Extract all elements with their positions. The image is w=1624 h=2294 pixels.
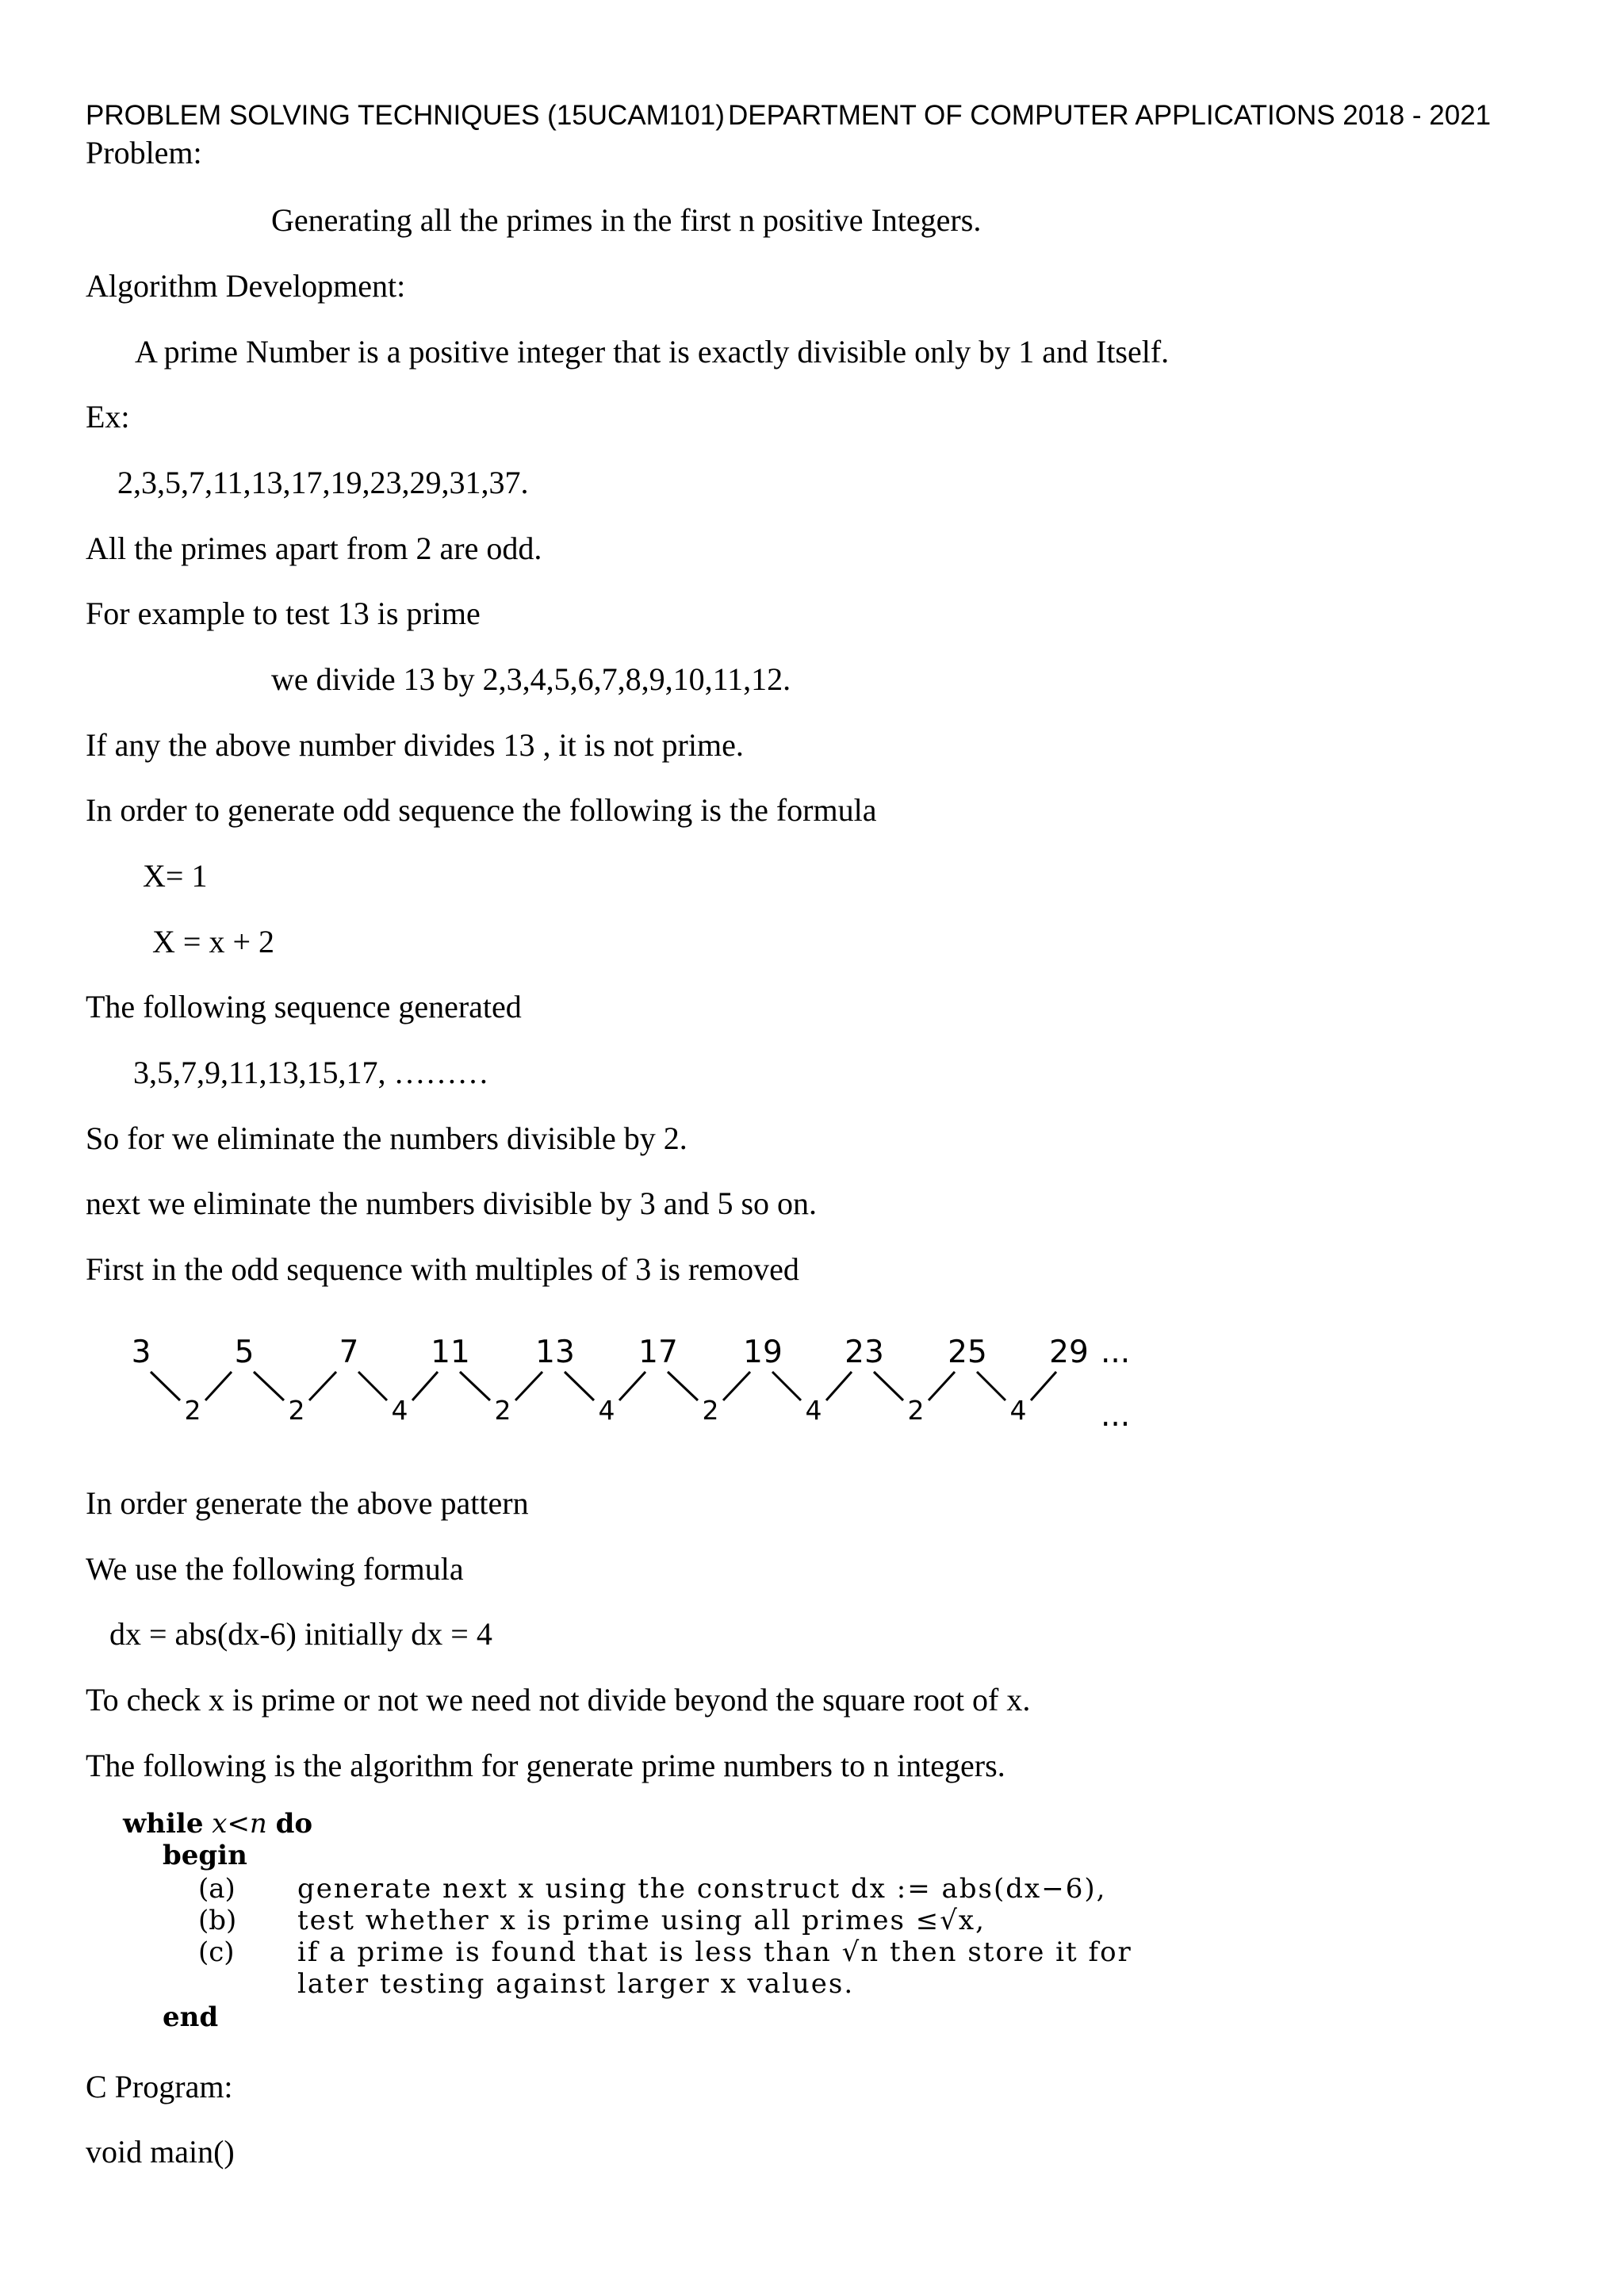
algo-dev-label: Algorithm Development: [86, 268, 406, 304]
step-a-text: generate next x using the construct dx := abs(dx−6), [297, 1873, 1107, 1905]
pattern-trail-top: ... [1101, 1335, 1131, 1370]
pattern-connector [619, 1372, 645, 1400]
header-course: PROBLEM SOLVING TECHNIQUES (15UCAM101) [86, 100, 725, 131]
pattern-difference: 4 [1009, 1395, 1027, 1426]
pattern-difference: 4 [391, 1395, 408, 1426]
pattern-connector [772, 1372, 801, 1400]
pattern-number: 25 [948, 1335, 987, 1370]
pattern-connector [412, 1372, 438, 1400]
pattern-connector [460, 1372, 490, 1400]
pattern-difference: 2 [288, 1395, 305, 1426]
pattern-intro: In order generate the above pattern [86, 1485, 529, 1521]
sequence-intro: The following sequence generated [86, 989, 522, 1024]
pattern-number: 3 [131, 1335, 151, 1370]
pattern-number: 5 [234, 1335, 255, 1370]
ex-values: 2,3,5,7,11,13,17,19,23,29,31,37. [117, 465, 529, 500]
problem-text: Generating all the primes in the first n positive Integers. [271, 202, 982, 238]
odd-sequence: 3,5,7,9,11,13,15,17, ……… [133, 1055, 489, 1090]
odd-formula-intro: In order to generate odd sequence the following is the formula [86, 792, 877, 828]
pattern-number: 17 [638, 1335, 678, 1370]
prime-definition: A prime Number is a positive integer that is exactly divisible only by 1 and Itself. [135, 334, 1170, 370]
pattern-number: 19 [743, 1335, 783, 1370]
pattern-number: 11 [431, 1335, 470, 1370]
pattern-connector [515, 1372, 542, 1400]
pattern-connector [874, 1372, 903, 1400]
multiples-of-3: First in the odd sequence with multiples of 3 is removed [86, 1251, 799, 1287]
pattern-connector [358, 1372, 387, 1400]
pattern-number: 23 [845, 1335, 884, 1370]
formula-intro: We use the following formula [86, 1551, 464, 1587]
step-b-text: test whether x is prime using all primes ≤√x, [297, 1905, 986, 1936]
step-c-text: if a prime is found that is less than √n then store it for [297, 1936, 1132, 1968]
pattern-connector [309, 1372, 336, 1400]
test-result: If any the above number divides 13 , it is not prime. [86, 727, 744, 763]
pattern-connector [1031, 1372, 1056, 1400]
formula-x-init: X= 1 [143, 858, 208, 894]
pattern-difference: 2 [702, 1395, 719, 1426]
step-b-label: (b) [198, 1905, 237, 1936]
pattern-connector [723, 1372, 750, 1400]
pattern-difference: 2 [494, 1395, 511, 1426]
step-c-label: (c) [198, 1936, 235, 1968]
algorithm-intro: The following is the algorithm for generate prime numbers to n integers. [86, 1748, 1005, 1783]
c-program-label: C Program: [86, 2069, 233, 2104]
pattern-connector [151, 1372, 180, 1400]
pattern-number: 7 [339, 1335, 359, 1370]
void-main: void main() [86, 2134, 235, 2170]
eliminate-3-5: next we eliminate the numbers divisible by 3 and 5 so on. [86, 1185, 818, 1221]
pattern-difference: 4 [598, 1395, 615, 1426]
odd-note: All the primes apart from 2 are odd. [86, 530, 542, 566]
while-line [123, 1808, 312, 1840]
begin-keyword: begin [163, 1840, 247, 1871]
pattern-connector [205, 1372, 232, 1400]
eliminate-2: So for we eliminate the numbers divisible by 2. [86, 1120, 688, 1156]
sqrt-note: To check x is prime or not we need not divide beyond the square root of x. [86, 1682, 1031, 1718]
dx-formula: dx = abs(dx-6) initially dx = 4 [109, 1616, 492, 1652]
pattern-connector [254, 1372, 284, 1400]
pattern-connector [929, 1372, 955, 1400]
pattern-difference: 2 [907, 1395, 925, 1426]
pattern-number: 29 [1049, 1335, 1089, 1370]
do-keyword: do [275, 1808, 313, 1840]
pattern-difference: 4 [805, 1395, 822, 1426]
formula-x-step: X = x + 2 [152, 924, 275, 959]
pattern-connector [826, 1372, 852, 1400]
pattern-trail-bottom: ... [1101, 1398, 1131, 1434]
pattern-connector [977, 1372, 1005, 1400]
step-c-continuation: later testing against larger x values. [297, 1968, 855, 2000]
test-intro: For example to test 13 is prime [86, 596, 481, 631]
pattern-connector [565, 1372, 594, 1400]
pattern-connector [668, 1372, 698, 1400]
header-department: DEPARTMENT OF COMPUTER APPLICATIONS 2018 - 2021 [728, 100, 1492, 131]
pattern-difference: 2 [184, 1395, 201, 1426]
while-keyword: while [123, 1808, 204, 1840]
problem-label: Problem: [86, 135, 202, 170]
pattern-number: 13 [535, 1335, 575, 1370]
test-detail: we divide 13 by 2,3,4,5,6,7,8,9,10,11,12. [271, 661, 791, 697]
step-a-label: (a) [198, 1873, 236, 1905]
while-condition: x<n [212, 1808, 267, 1840]
end-keyword: end [163, 2001, 219, 2033]
algorithm-figure [123, 1808, 1312, 2046]
ex-label: Ex: [86, 399, 130, 435]
